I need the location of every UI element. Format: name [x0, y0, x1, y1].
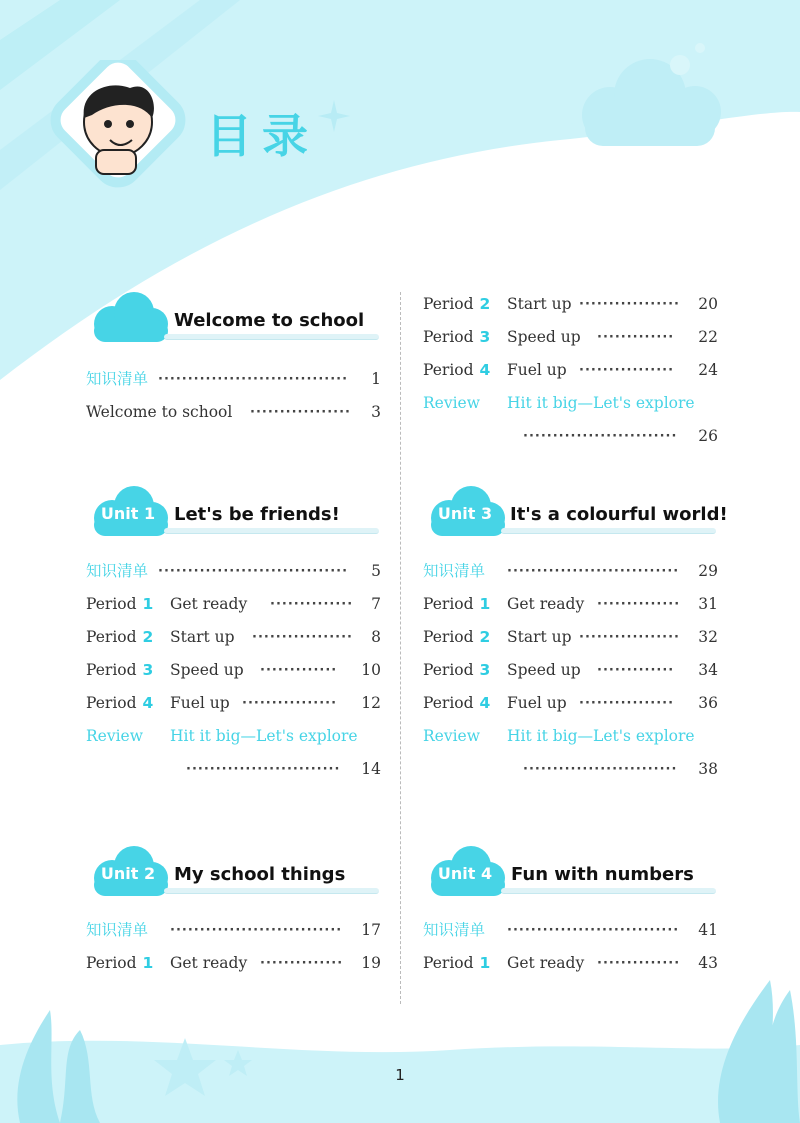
period-number: 2	[479, 295, 491, 313]
toc-entry[interactable]	[423, 914, 718, 947]
page-title: 目录	[206, 109, 318, 163]
toc-entry[interactable]	[86, 914, 381, 947]
period-word: Period	[423, 694, 474, 712]
section-header	[86, 290, 381, 346]
cloud-icon	[86, 290, 170, 342]
toc-entry[interactable]	[86, 720, 381, 753]
period-name: Speed up	[170, 661, 244, 679]
header-underline	[164, 528, 379, 534]
toc-entry-continued[interactable]	[423, 753, 718, 786]
page-number: 41	[698, 921, 718, 939]
page-number: 19	[361, 954, 381, 972]
leader-dots: ·····························	[507, 923, 680, 938]
section-welcome	[86, 290, 381, 429]
page-number: 7	[371, 595, 381, 613]
period-number: 3	[479, 328, 491, 346]
period-word: Period	[86, 661, 137, 679]
toc-entry[interactable]	[86, 555, 381, 588]
period-name: Fuel up	[507, 694, 567, 712]
leader-dots: ································	[158, 564, 349, 579]
header-underline	[501, 528, 716, 534]
section-header	[423, 484, 728, 540]
toc-entry-continued[interactable]	[86, 753, 381, 786]
period-name: Speed up	[507, 328, 581, 346]
header-underline	[501, 888, 716, 894]
toc-entry[interactable]	[86, 363, 381, 396]
knowledge-label: 知识清单	[423, 921, 486, 939]
toc-entry[interactable]	[423, 321, 718, 354]
period-number: 4	[479, 361, 491, 379]
leader-dots: ················	[579, 696, 675, 711]
period-name: Start up	[507, 628, 572, 646]
section-unit4	[423, 844, 718, 980]
page-number: 31	[698, 595, 718, 613]
page-number: 22	[698, 328, 718, 346]
page-number-footer: 1	[395, 1066, 405, 1084]
page-number: 14	[361, 760, 381, 778]
toc-entry[interactable]	[86, 654, 381, 687]
page-number: 32	[698, 628, 718, 646]
period-word: Period	[86, 628, 137, 646]
page-number: 12	[361, 694, 381, 712]
period-name: Get ready	[170, 595, 248, 613]
column-divider	[400, 292, 401, 1004]
period-number: 3	[142, 661, 154, 679]
toc-entry[interactable]	[423, 555, 718, 588]
leader-dots: ·················	[579, 630, 680, 645]
page-number: 29	[698, 562, 718, 580]
leader-dots: ··························	[186, 762, 341, 777]
leader-dots: ··························	[523, 762, 678, 777]
leader-dots: ·············	[597, 663, 675, 678]
review-label: Review	[423, 727, 480, 745]
toc-entry[interactable]	[86, 687, 381, 720]
section-title: Let's be friends!	[174, 504, 340, 525]
period-number: 2	[479, 628, 491, 646]
period-word: Period	[423, 328, 474, 346]
unit-label: Unit 1	[100, 504, 156, 523]
page-number: 20	[698, 295, 718, 313]
toc-entry[interactable]	[86, 947, 381, 980]
period-number: 3	[479, 661, 491, 679]
leader-dots: ·····························	[170, 923, 343, 938]
period-name: Fuel up	[170, 694, 230, 712]
section-unit2	[86, 844, 381, 980]
header-underline	[164, 888, 379, 894]
toc-entry-continued[interactable]	[423, 420, 718, 453]
review-text: Hit it big—Let's explore	[507, 394, 695, 412]
unit-label: Unit 3	[437, 504, 493, 523]
section-title: Fun with numbers	[511, 864, 694, 885]
period-name: Start up	[507, 295, 572, 313]
leader-dots: ·············	[260, 663, 338, 678]
review-label: Review	[423, 394, 480, 412]
page-number: 1	[371, 370, 381, 388]
leader-dots: ················	[242, 696, 338, 711]
knowledge-label: 知识清单	[423, 562, 486, 580]
period-number: 1	[479, 595, 491, 613]
leader-dots: ·················	[250, 405, 351, 420]
sparkle-icon	[318, 100, 350, 132]
toc-entry[interactable]	[86, 396, 381, 429]
section-unit2-continued	[423, 288, 718, 453]
period-name: Start up	[170, 628, 235, 646]
header-underline	[164, 334, 379, 340]
page-number: 26	[698, 427, 718, 445]
review-label: Review	[86, 727, 143, 745]
leader-dots: ··············	[270, 597, 354, 612]
toc-entry[interactable]	[423, 720, 718, 753]
knowledge-label: 知识清单	[86, 921, 149, 939]
period-name: Get ready	[507, 595, 585, 613]
period-name: Get ready	[170, 954, 248, 972]
review-text: Hit it big—Let's explore	[507, 727, 695, 745]
page-number: 36	[698, 694, 718, 712]
section-title: It's a colourful world!	[510, 504, 728, 525]
unit-label: Unit 2	[100, 864, 156, 883]
period-number: 1	[142, 954, 154, 972]
leader-dots: ··············	[597, 597, 681, 612]
unit-label: Unit 4	[437, 864, 493, 883]
toc-entry[interactable]	[423, 947, 718, 980]
leader-dots: ·················	[579, 297, 680, 312]
leader-dots: ················	[579, 363, 675, 378]
leader-dots: ································	[158, 372, 349, 387]
page-number: 38	[698, 760, 718, 778]
period-word: Period	[86, 954, 137, 972]
period-word: Period	[423, 361, 474, 379]
review-text: Hit it big—Let's explore	[170, 727, 358, 745]
period-number: 4	[479, 694, 491, 712]
period-word: Period	[423, 661, 474, 679]
section-title: Welcome to school	[174, 310, 365, 331]
page-number: 24	[698, 361, 718, 379]
toc-entry[interactable]	[423, 687, 718, 720]
section-header	[86, 484, 381, 540]
period-word: Period	[86, 595, 137, 613]
page-number: 43	[698, 954, 718, 972]
period-number: 1	[142, 595, 154, 613]
section-unit3	[423, 484, 728, 786]
toc-entry[interactable]	[423, 354, 718, 387]
section-header	[86, 844, 381, 900]
period-number: 2	[142, 628, 154, 646]
leader-dots: ··························	[523, 429, 678, 444]
toc-entry[interactable]	[423, 654, 718, 687]
leader-dots: ·····························	[507, 564, 680, 579]
page-number: 3	[371, 403, 381, 421]
toc-entry[interactable]	[423, 387, 718, 420]
leader-dots: ·············	[597, 330, 675, 345]
period-word: Period	[86, 694, 137, 712]
knowledge-label: 知识清单	[86, 562, 149, 580]
page-number: 5	[371, 562, 381, 580]
knowledge-label: 知识清单	[86, 370, 149, 388]
page-number: 8	[371, 628, 381, 646]
period-word: Period	[423, 628, 474, 646]
entry-title: Welcome to school	[86, 403, 233, 421]
period-number: 1	[479, 954, 491, 972]
page-number: 34	[698, 661, 718, 679]
toc-entry[interactable]	[86, 621, 381, 654]
toc-entry[interactable]	[423, 288, 718, 321]
boy-mascot-icon	[40, 60, 200, 210]
period-name: Get ready	[507, 954, 585, 972]
page-number: 10	[361, 661, 381, 679]
period-word: Period	[423, 595, 474, 613]
toc-entry[interactable]	[423, 588, 718, 621]
period-word: Period	[423, 295, 474, 313]
section-title: My school things	[174, 864, 346, 885]
leader-dots: ··············	[260, 956, 344, 971]
leader-dots: ·················	[252, 630, 353, 645]
toc-entry[interactable]	[423, 621, 718, 654]
leader-dots: ··············	[597, 956, 681, 971]
section-header	[423, 844, 718, 900]
period-name: Fuel up	[507, 361, 567, 379]
section-unit1	[86, 484, 381, 786]
page-number: 17	[361, 921, 381, 939]
period-word: Period	[423, 954, 474, 972]
toc-entry[interactable]	[86, 588, 381, 621]
period-number: 4	[142, 694, 154, 712]
period-name: Speed up	[507, 661, 581, 679]
